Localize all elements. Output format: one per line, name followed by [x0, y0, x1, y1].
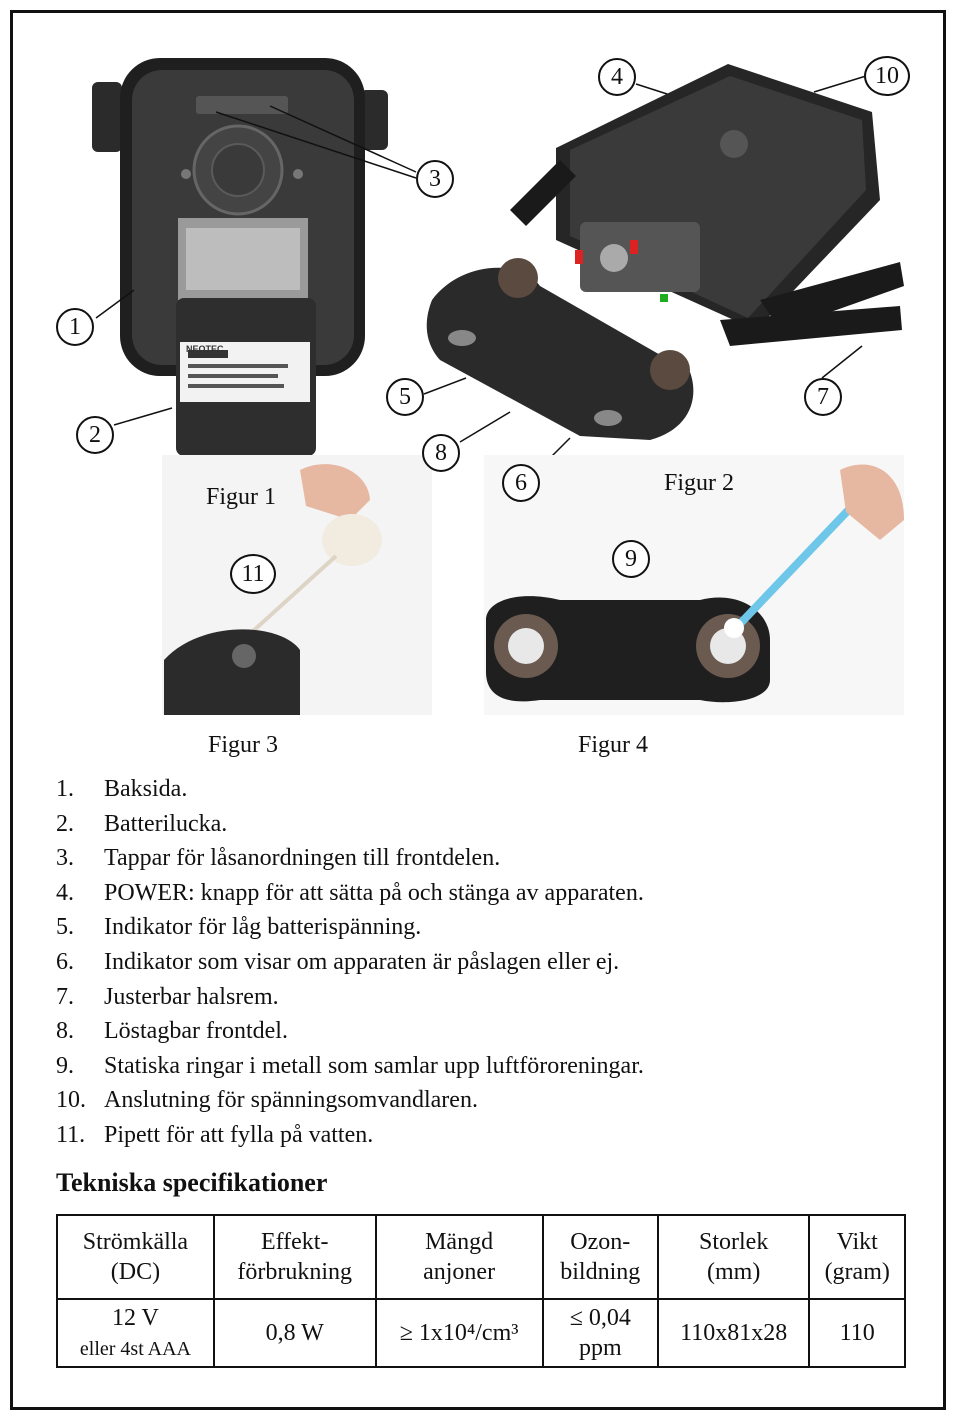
spec-value-ozone: ≤ 0,04 ppm	[543, 1299, 658, 1367]
spec-header-size: Storlek (mm)	[658, 1215, 810, 1299]
spec-header-power: Strömkälla (DC)	[57, 1215, 214, 1299]
callout-4: 4	[598, 58, 636, 96]
spec-header-ozone: Ozon- bildning	[543, 1215, 658, 1299]
spec-header-row	[57, 1215, 905, 1299]
legend-item: 2. Batterilucka.	[56, 810, 228, 837]
figure-3-pipette	[162, 455, 432, 715]
legend-item: 11. Pipett för att fylla på vatten.	[56, 1121, 374, 1148]
spec-value-weight: 110	[809, 1299, 905, 1367]
legend-item: 9. Statiska ringar i metall som samlar upp luftföroreningar.	[56, 1052, 644, 1079]
callout-9: 9	[612, 540, 650, 578]
spec-value-anions: ≥ 1x10⁴/cm³	[376, 1299, 543, 1367]
callout-7: 7	[804, 378, 842, 416]
figure-1-back-view	[92, 58, 388, 456]
figure-4-caption: Figur 4	[578, 732, 649, 758]
spec-value-row	[57, 1299, 905, 1367]
spec-value-size: 110x81x28	[658, 1299, 810, 1367]
legend-item: 5. Indikator för låg batterispänning.	[56, 914, 422, 941]
spec-value-consumption: 0,8 W	[214, 1299, 376, 1367]
callout-10: 10	[864, 56, 910, 96]
legend-item: 8. Löstagbar frontdel.	[56, 1018, 288, 1045]
callout-11: 11	[230, 554, 276, 594]
device-brand-label: NEOTEC	[186, 344, 224, 354]
parts-legend	[56, 772, 644, 1153]
spec-title: Tekniska specifikationer	[56, 1168, 328, 1197]
legend-item: 6. Indikator som visar om apparaten är påslagen eller ej.	[56, 948, 620, 975]
figure-1-caption: Figur 1	[206, 484, 277, 510]
legend-item: 1. Baksida.	[56, 776, 188, 802]
callout-5: 5	[386, 378, 424, 416]
legend-item: 10. Anslutning för spänningsomvandlaren.	[56, 1087, 478, 1114]
spec-value-power: 12 V eller 4st AAA	[57, 1299, 214, 1367]
spec-header-anions: Mängd anjoner	[376, 1215, 543, 1299]
spec-table	[56, 1214, 906, 1368]
callout-2: 2	[76, 416, 114, 454]
callout-3: 3	[416, 160, 454, 198]
callout-1: 1	[56, 308, 94, 346]
legend-item: 7. Justerbar halsrem.	[56, 983, 279, 1010]
spec-header-weight: Vikt (gram)	[809, 1215, 905, 1299]
callout-6: 6	[502, 464, 540, 502]
spec-header-consumption: Effekt- förbrukning	[214, 1215, 376, 1299]
legend-item: 4. POWER: knapp för att sätta på och stänga av apparaten.	[56, 879, 644, 906]
legend-item: 3. Tappar för låsanordningen till frontdelen.	[56, 845, 501, 872]
callout-8: 8	[422, 434, 460, 472]
figure-2-caption: Figur 2	[664, 470, 735, 496]
figure-3-caption: Figur 3	[208, 732, 279, 758]
